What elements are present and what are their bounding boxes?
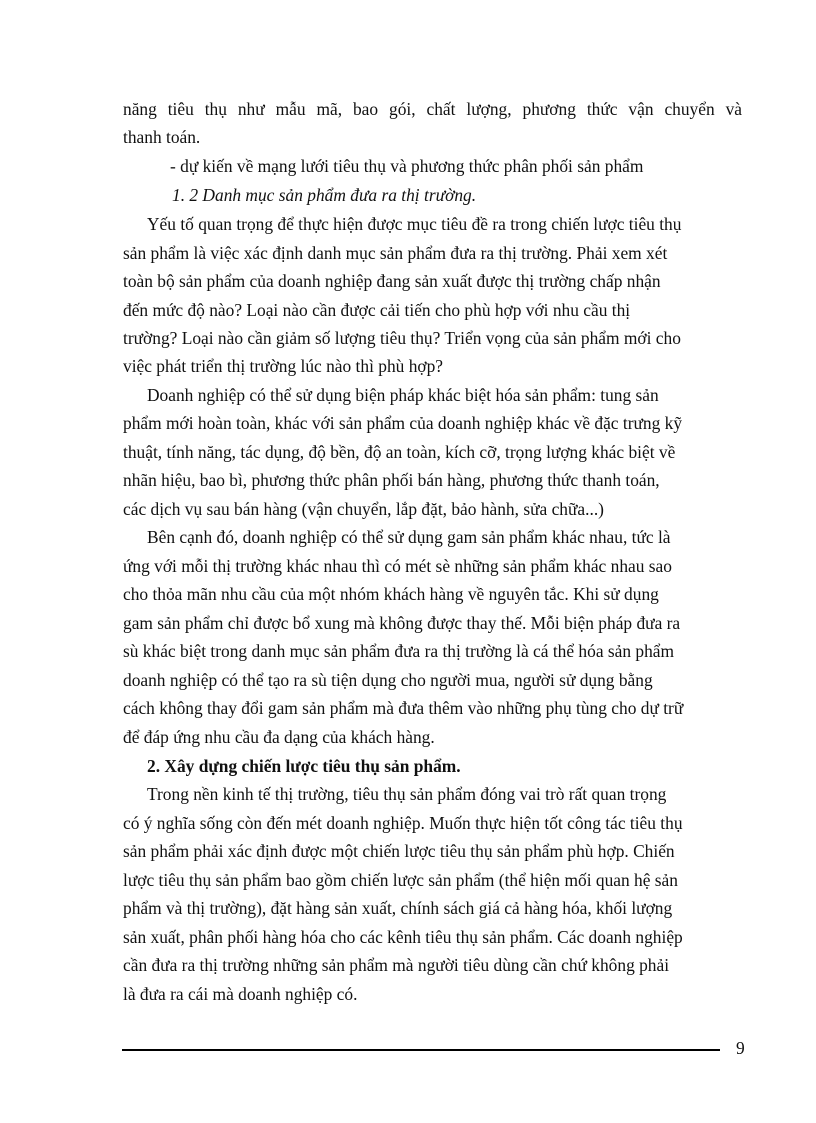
text-line: lược tiêu thụ sản phẩm bao gồm chiến lược sản phẩm (thể hiện mối quan hệ sản	[123, 870, 678, 890]
section-heading-1-2: 1. 2 Danh mục sản phẩm đưa ra thị trường.	[172, 185, 477, 205]
text-line: Bên cạnh đó, doanh nghiệp có thể sử dụng gam sản phẩm khác nhau, tức là	[147, 527, 671, 547]
text-line: việc phát triển thị trường lúc nào thì phù hợp?	[123, 356, 444, 376]
text-line: để đáp ứng nhu cầu đa dạng của khách hàng.	[123, 727, 435, 747]
text-line: năng tiêu thụ như mẫu mã, bao gói, chất lượng, phương thức vận chuyển và	[123, 99, 742, 119]
text-line: doanh nghiệp có thể tạo ra sù tiện dụng cho người mua, người sử dụng bằng	[123, 670, 653, 690]
text-line: trường? Loại nào cần giảm số lượng tiêu thụ? Triển vọng của sản phẩm mới cho	[123, 328, 681, 348]
text-line: Yếu tố quan trọng để thực hiện được mục tiêu đề ra trong chiến lược tiêu thụ	[147, 214, 682, 234]
text-line: có ý nghĩa sống còn đến mét doanh nghiệp. Muốn thực hiện tốt công tác tiêu thụ	[123, 813, 683, 833]
text-line: thanh toán.	[123, 127, 201, 147]
page-number: 9	[736, 1038, 745, 1058]
text-line: đến mức độ nào? Loại nào cần được cải tiến cho phù hợp với nhu cầu thị	[123, 300, 631, 320]
text-line: - dự kiến về mạng lưới tiêu thụ và phương thức phân phối sản phẩm	[170, 156, 644, 176]
text-line: các dịch vụ sau bán hàng (vận chuyển, lắp đặt, bảo hành, sửa chữa...)	[123, 499, 604, 519]
text-line: ứng với mỗi thị trường khác nhau thì có mét sè những sản phẩm khác nhau sao	[123, 556, 672, 576]
text-line: nhãn hiệu, bao bì, phương thức phân phối bán hàng, phương thức thanh toán,	[123, 470, 660, 490]
text-line: cách không thay đổi gam sản phẩm mà đưa thêm vào những phụ tùng cho dự trữ	[123, 698, 684, 718]
text-line: thuật, tính năng, tác dụng, độ bền, độ an toàn, kích cỡ, trọng lượng khác biệt về	[123, 442, 676, 462]
text-line: phẩm và thị trường), đặt hàng sản xuất, chính sách giá cả hàng hóa, khối lượng	[123, 898, 673, 918]
text-line: Doanh nghiệp có thể sử dụng biện pháp khác biệt hóa sản phẩm: tung sản	[147, 385, 659, 405]
section-heading-2: 2. Xây dựng chiến lược tiêu thụ sản phẩm.	[147, 756, 461, 776]
text-line: toàn bộ sản phẩm của doanh nghiệp đang sản xuất được thị trường chấp nhận	[123, 271, 661, 291]
text-line: sản phẩm là việc xác định danh mục sản phẩm đưa ra thị trường. Phải xem xét	[123, 243, 668, 263]
text-line: sản phẩm phải xác định được một chiến lược tiêu thụ sản phẩm phù hợp. Chiến	[123, 841, 675, 861]
text-line: gam sản phẩm chỉ được bổ xung mà không được thay thế. Mỗi biện pháp đưa ra	[123, 613, 681, 633]
text-line: sù khác biệt trong danh mục sản phẩm đưa ra thị trường là cá thể hóa sản phẩm	[123, 641, 675, 661]
footer-rule	[122, 1049, 720, 1051]
text-line: sản xuất, phân phối hàng hóa cho các kênh tiêu thụ sản phẩm. Các doanh nghiệp	[123, 927, 683, 947]
text-line: phẩm mới hoàn toàn, khác với sản phẩm của doanh nghiệp khác về đặc trưng kỹ	[123, 413, 683, 433]
text-line: cho thỏa mãn nhu cầu của một nhóm khách hàng về nguyên tắc. Khi sử dụng	[123, 584, 659, 604]
text-line: Trong nền kinh tế thị trường, tiêu thụ sản phẩm đóng vai trò rất quan trọng	[147, 784, 667, 804]
text-line: là đưa ra cái mà doanh nghiệp có.	[123, 984, 358, 1004]
text-line: cần đưa ra thị trường những sản phẩm mà người tiêu dùng cần chứ không phải	[123, 955, 670, 975]
